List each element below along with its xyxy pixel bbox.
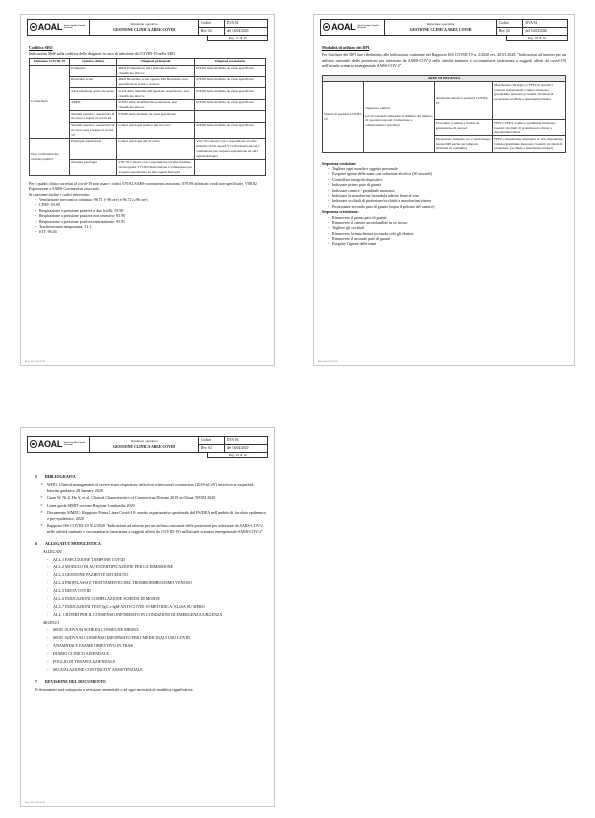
list-item: - Rimuovere il camice arrotolandolo su se stesso — [332, 220, 566, 225]
table-row: Non confermata ma contatti positivi Patologia respiratoria Codice patologia del ricovero V01.79 Contatto con o esposizione ad altre malattie virali oppure V71.83 Osservazione e valutazione per sospetta esposizione ad altri agenti biologici — [30, 138, 266, 159]
table-row: Stanza di pazienti COVID-19 Operatori sanitari (si raccomanda riduzione al minimo del numero di operatori esposti; formazione e addestramento specifici) Assistenza diretta a pazienti COVID-19 Mascherina chirurgica o FFP2 in specifici contesti assistenziali; Camice monouso (preferibile monouso); Guanti; Occhiali di protezione/occhiale a mascherina/visiera — [323, 82, 566, 120]
list-item: - Ventilazione meccanica continua: 96.71 (<96 ore) e 96.72 (≥96 ore) — [39, 197, 266, 202]
dpi-table — [322, 75, 566, 153]
list-item: - MOD. 01/DVA 94 SCHEDA CONSEGNE MEDICI — [53, 627, 266, 633]
table-row: Altra infezione acuta vie aeree 519.8 Altre malattie dell'apparato respiratorio, non classificate altrove 078.89 Altre malattie da virus specificate — [30, 88, 266, 99]
list-item: - ALL. CRITERI PER IL CONSENSO INFORMATO IN CONDIZIONI DI EMERGENZA/URGENZA — [53, 612, 266, 618]
list-item: - Eseguire igiene delle mani con soluzione alcolica (30 secondi) — [332, 171, 566, 176]
list-item: - Indossare camice / grembiule monouso — [332, 188, 566, 193]
document-page-18 — [313, 14, 575, 366]
table-row: Sintomi assenti o assenti ma di ricovero non e legate al covid-19 Codice patologia motivo del ricovero 078.89 Altre malattie da virus specificate — [30, 122, 266, 138]
bibliography-list — [29, 482, 266, 535]
list-item: - Respirazione a pressione positiva non invasiva: 93.90 — [39, 213, 266, 218]
list-item: - Indossare occhiali di protezione/occhiale a mascherina/visiera — [332, 198, 566, 203]
list-item: ➢ Guan W, Ni Z, Hu Y, et al. Clinical Characteristics of Coronavirus Disease 2019 in China. NEJM 2020 — [47, 495, 266, 501]
group-label: Non confermata ma contatti positivi — [30, 138, 70, 175]
page-header: AOAL Azienda Ospedaliera / Ospedale ALessandria Istruzione operativa GESTIONE CLINICA AREE COVID Codice DVA 94 Rev. 02 del 16/04/2020 — [27, 436, 268, 453]
table-row: Procedure o setting a rischio di generazione di aerosol FFP2 o FFP3; Camice /grembiule monouso; Guanti; Occhiali di protezione/occhiale a mascherina/visiera — [323, 120, 566, 136]
list-item: - Rimuovere il primo paio di guanti — [332, 215, 566, 220]
list-item: - Tracheostomia temporanea: 31.1 — [39, 224, 266, 229]
list-item: - ALL.2 MODULO DI AUTOCERTIFICAZIONE PER LA DIMISSIONE — [53, 564, 266, 570]
section-heading: 6 ALLEGATI E MODULISTICA — [35, 541, 101, 547]
section-heading: 7 REVISIONE DEL DOCUMENTO — [35, 679, 106, 685]
doc-title: Istruzione operativa GESTIONE CLINICA AREE COVID — [90, 20, 199, 36]
list-item: - Indossare la mascherina facendola aderire bene al viso — [332, 193, 566, 198]
note-subtitle: Si riassume inoltre i codici intervento: — [29, 191, 91, 197]
page-number: Pag. 18 di 19 — [506, 36, 568, 41]
list-item: ➢ Linea guida SIMIT sezione Regione Lombardia 2020 — [47, 503, 266, 509]
doc-date: del 16/04/2020 — [224, 27, 267, 35]
list-item: - Posizionare secondo paio di guanti (sopra il polsino del camice) — [332, 204, 566, 209]
table-row: Confermata Polmonite 484.8 Polmonite in altre malattie infettive classificate altrove 078.89 Altre malattie da virus specificate — [30, 65, 266, 76]
page-number: Pag. 17 di 19 — [207, 36, 268, 41]
doc-title: Istruzione operativa GESTIONE CLINICA AREE COVID — [90, 437, 199, 453]
setting-cell: Stanza di pazienti COVID-19 — [323, 82, 364, 152]
list-item: ➢ Documento SIMEU: Rapporto Prima Linea Covid-19: assetto organizzativo gestionale del PS/DEA nell'ambito di focolaio epidemico o pre-epidemico. 2020 — [47, 510, 266, 522]
list-item: ➢ WHO. Clinical management of severe acute respiratory infection when novel coronavirus (2019-nCoV) infection is suspected. Interim guidance 28 January 2020 — [47, 482, 266, 494]
note-paragraph: Per i quadri clinici correlati al covid-19 non usare i codici 079.82 SARS-coronavirus associato, 079.89 infezioni virali non specificate, V08.82 Esposizione a SARS-Coronavirus associato. — [29, 180, 257, 192]
logo-icon — [323, 23, 330, 31]
list-item: - SEGNALAZIONE CONTINUITA' ASSISTENZIALE — [53, 667, 266, 673]
forms-list — [29, 627, 266, 673]
table-row: Sintomi assenti o assenti ma di ricovero e legate al covid-19 078.89 Altre malattie da virus specificate — [30, 111, 266, 122]
doc-revision: Rev. 02 — [198, 444, 224, 452]
page-footer: Mod. DG-001/2019 — [25, 800, 45, 804]
doc-code: DVA 94 — [523, 20, 568, 28]
list-item: - Respirazione a pressione positiva a due livelli: 93.90 — [39, 208, 266, 213]
doc-date: del 16/04/2020 — [523, 27, 568, 35]
procedure-code-list — [29, 197, 266, 235]
page-header: AOAL Azienda Ospedaliera / Ospedale ALessandria Istruzione operativa GESTIONE CLINICA AREE COVID Codice DVA 94 Rev. 02 del 16/04/2020 — [320, 19, 568, 36]
list-item: - ANAMNESI E ESAME OBIETTIVO IN TRAK — [53, 643, 266, 649]
document-page-17 — [20, 14, 275, 366]
doc-title: Istruzione operativa GESTIONE CLINICA AREE COVID — [385, 20, 497, 36]
list-item: - Eseguire l'igiene delle mani — [332, 241, 566, 246]
revision-text: Il documento sarà sottoposto a revisione semestrale o ad ogni necessità di modifica significativa. — [35, 687, 194, 693]
section-heading: 5 BIBLIOGRAFIA — [35, 474, 76, 479]
table-row: Bronchite acuta 466.0 Bronchite acuta oppure 490 Bronchite, non specificata se acuta o cronica 078.89 Altre malattie da virus specificate — [30, 76, 266, 87]
list-item: - ALL.1 ESECUZIONE TAMPONE COVID — [53, 557, 266, 563]
section-heading: Modalità di utilizzo dei DPI — [322, 45, 370, 50]
logo-icon — [30, 440, 37, 448]
table-row: Nessuna patologia V01.79 Contatto con o esposizione ad altre malattie virali oppure V71.83 Osservazione e valutazione per sospetta esposizione ad altri agenti biologici — [30, 159, 266, 175]
list-item: - Togliere gli occhiali — [332, 225, 566, 230]
list-item: - ALL.7 INDICAZIONI TEST IgG e IgM ANTI-COVID 19 METODICA: ELISA SU SIERO — [53, 604, 266, 610]
attachments-list — [29, 557, 266, 619]
page-number: Pag. 19 di 19 — [207, 453, 268, 458]
table-row: ARDS 518.82 Altre insufficienze polmonari, non classificate altrove 078.89 Altre malattie da virus specificate — [30, 99, 266, 110]
doc-date: del 16/04/2020 — [224, 444, 267, 452]
subsection-heading: MODULI — [43, 620, 59, 626]
operators-cell: Operatori sanitari (si raccomanda riduzione al minimo del numero di operatori esposti; formazione e addestramento specifici) — [364, 82, 434, 152]
list-item: - IOT: 96.04 — [39, 229, 266, 234]
list-item: - ALL.5 DIETA COVID — [53, 588, 266, 594]
list-item: - Togliere ogni monile e oggetto personale — [332, 166, 566, 171]
list-item: - Indossare primo paio di guanti — [332, 182, 566, 187]
list-item: - MOD. 02/DVA 94 CONSENSO INFORMATO PER I MEDICINALI USO COVID — [53, 635, 266, 641]
dressing-steps — [322, 166, 566, 209]
subsection-heading: ALLEGATI — [43, 549, 62, 555]
page-footer: Mod. DG-001/2019 — [318, 359, 338, 363]
document-page-19 — [20, 427, 275, 807]
page-header: AOAL Azienda Ospedaliera / Ospedale ALessandria Istruzione operativa GESTIONE CLINICA AREE COVID Codice DVA 94 Rev. 02 del 16/04/2020 — [27, 19, 268, 36]
section-heading: Codifica SDO — [29, 45, 53, 50]
list-item: - Rimuovere la mascherina toccando solo gli elastici — [332, 231, 566, 236]
list-item: - ALL.4 PROFILASSI E TRATTAMENTO DEL TROMBOEMBOLISMO VENOSO — [53, 580, 266, 586]
page-footer: Mod. DG-001/2019 — [25, 359, 45, 363]
doc-revision: Rev. 02 — [198, 27, 224, 35]
logo-icon — [30, 23, 37, 31]
org-logo: AOAL Azienda Ospedaliera / Ospedale ALessandria — [28, 437, 90, 453]
org-logo: AOAL Azienda Ospedaliera / Ospedale ALessandria — [321, 20, 385, 36]
list-item: ➢ Rapporto ISS COVID-19 N.2/2020 "Indicazioni ad interim per un utilizzo razionale delle protezioni per infezione da SARS-COV-2 nelle attività sanitarie e sociosanitarie (assistenza a soggetti affetti da COVID-19) nell'attuale scenario emergenziale SARS-COV-2" — [47, 523, 266, 535]
sdo-coding-table: Infezione COVID-19 Quadro clinico Diagnosi principale Diagnosi secondaria Confermata Polmonite 484.8 Polmonite in altre malattie infettive classificate altrove 078.89 Altre malattie da virus specificate Bronchite acuta 466.0 Bronchite acuta oppure 490 Bronchite, non specificata se acuta o cronica 078.89 Altre malattie da virus specificate Altra infezione acuta vie aeree 519.8 Altre malattie dell'apparato respiratorio, non classificate altrove 078.89 Altre malattie da virus specificate ARDS 518.82 Altre insufficienze polmonari, non classificate altrove 078.89 Altre malattie da virus specificate Sintomi assenti o assenti ma di ricovero e legate al covid-19 078.89 Altre malattie da virus specificate Sintomi assenti o assenti ma di ricovero non e legate al covid-19 Codice patologia motivo del ricovero 078.89 Altre malattie da virus specificate Non confermata ma contatti positivi Patologia respiratoria Codice patologia del ricovero V01.79 Contatto con o esposizione ad altre malattie virali oppure V71.83 Osservazione e valutazione per sospetta esposizione ad altri agenti biologici Nessuna patologia V01.79 Contatto con o esposizione ad altre malattie virali oppure V71.83 Osservazione e valutazione per sospetta esposizione ad altri agenti biologici — [29, 58, 266, 176]
list-item: - FOGLIO DI TERAPIA AZIENDALE — [53, 659, 266, 665]
doc-revision: Rev. 02 — [496, 27, 523, 35]
list-item: - Rimuovere il secondo paio di guanti — [332, 236, 566, 241]
intro-text: Per l'utilizzo dei DPI fare riferimento alle indicazioni contenute nel Rapporto ISS COVID-19 n. 2/2020 rev. 28.03.2020: "Indicazioni ad interim per un utilizzo razionale delle protezioni per infezione da SARS-COV-2 nelle attività sanitarie e sociosanitarie (assistenza a soggetti affetti da covid-19) nell'attuale scenario emergenziale SARS-COV-2" — [322, 52, 566, 69]
doc-code: DVA 94 — [224, 20, 267, 28]
list-item: - ALL.6 INDICAZIONI COMPILAZIONE SCHEDA DI MORTE — [53, 596, 266, 602]
list-item: - ALL.3 GESTIONE PAZIENTE DECEDUTO — [53, 572, 266, 578]
list-item: - DIARIO CLINICO AZIENDALE — [53, 651, 266, 657]
table-title: AREE DI DEGENZA — [323, 75, 566, 82]
list-item: - CPAP: 93.90 — [39, 202, 266, 207]
dressing-heading: Sequenza vestizione — [322, 160, 356, 166]
doc-code: DVA 94 — [224, 437, 267, 445]
list-item: - Respirazione a pressione positiva intermittente: 93.91 — [39, 219, 266, 224]
org-logo: AOAL Azienda Ospedaliera / Ospedale ALessandria — [28, 20, 90, 36]
table-row: Esecuzione tampone oro e rinofaringeo (stessi DPI anche per tamponi effettuati in comunità) FFP2 o mascherina chirurgica se non disponibile; Camice/grembiule monouso; Guanti; Occhiali di protezione (occhiale a mascherina/visiera) — [323, 136, 566, 152]
intro-text: Indicazioni MdS sulla codifica delle diagnosi in caso di infezione da COVID-19 nella SDO — [29, 51, 176, 57]
undressing-heading: Sequenza svestizione: — [322, 209, 359, 215]
group-label: Confermata — [30, 65, 70, 138]
undressing-steps — [322, 215, 566, 247]
list-item: - Controllare integrità dispositivi — [332, 177, 566, 182]
